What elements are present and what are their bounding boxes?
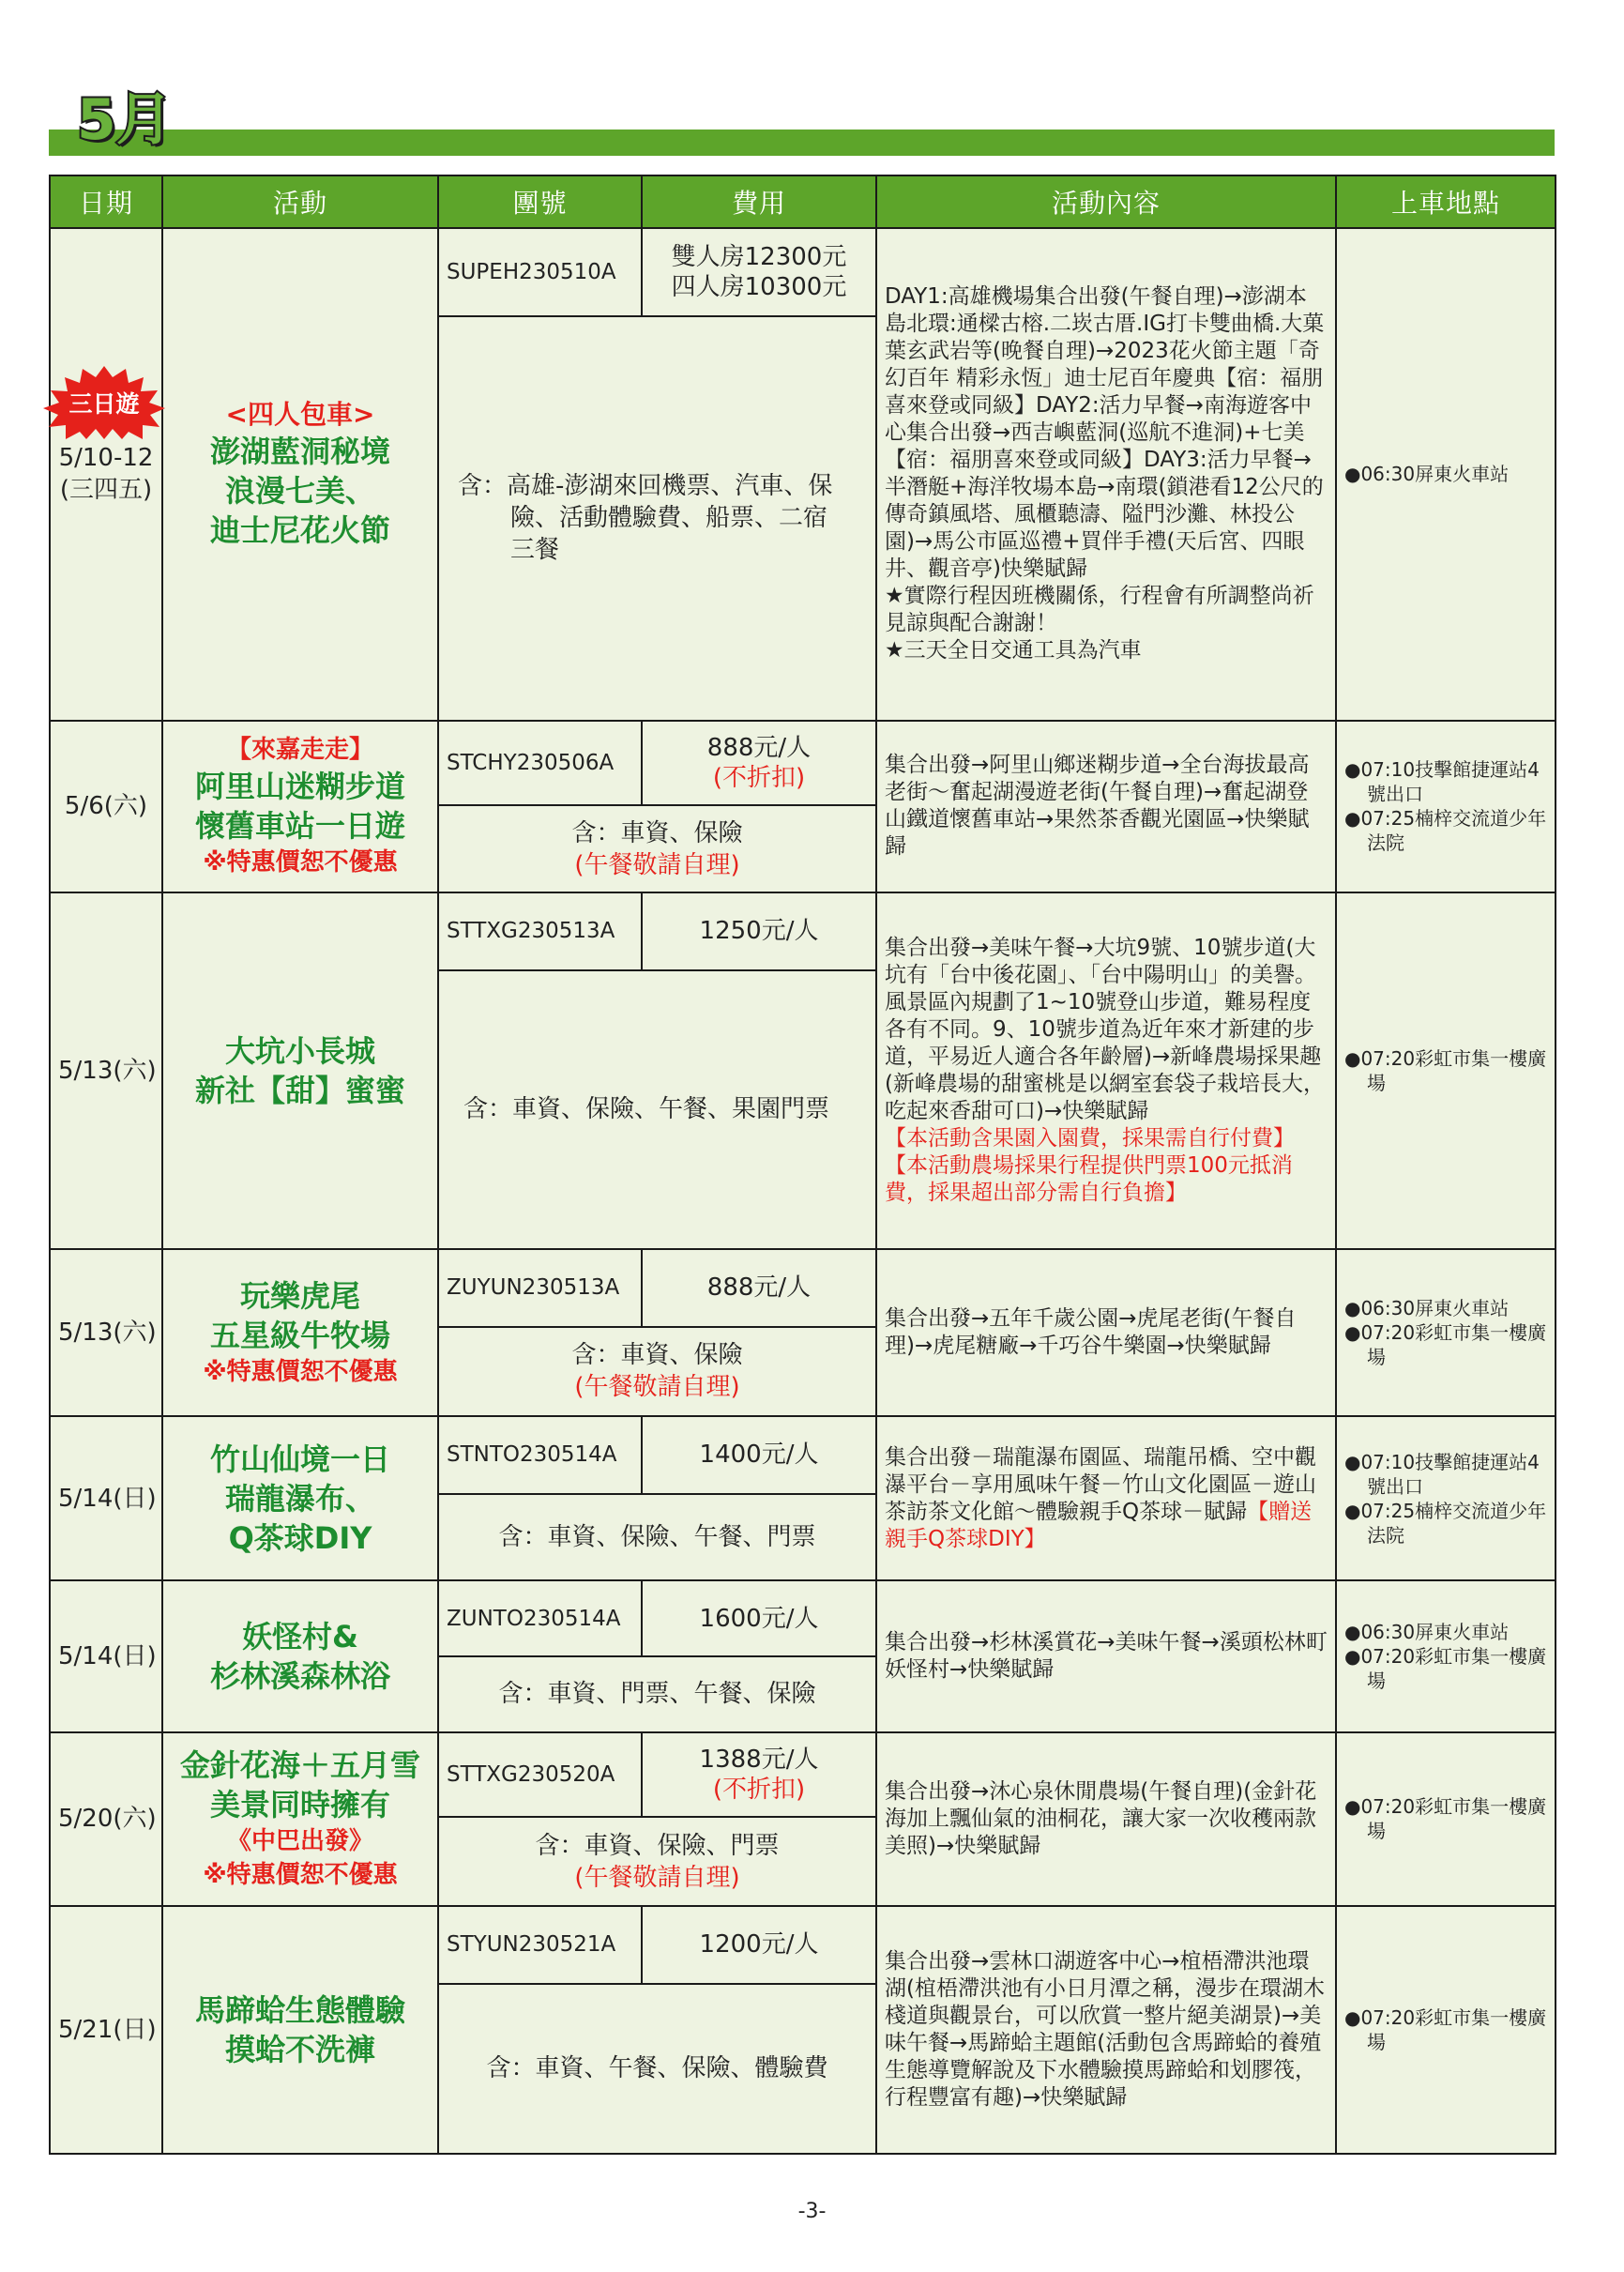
tour-title-line: 新社【甜】蜜蜜: [194, 1073, 405, 1109]
date-line: 5/10-12: [58, 444, 154, 473]
fee-line: 雙人房12300元: [671, 242, 847, 271]
tour-includes: [438, 1817, 876, 1906]
tour-includes: 含：車資、門票、午餐、保險: [438, 1656, 876, 1732]
tour-includes: [438, 316, 876, 721]
header-activity: 活動: [162, 175, 438, 228]
includes-note: (午餐敬請自理): [574, 1863, 740, 1892]
tour-activity: [162, 1732, 438, 1906]
tour-pickup: [1336, 228, 1556, 721]
tour-fee: 888元/人: [642, 1249, 876, 1327]
pickup-line: ●06:30屏東火車站: [1344, 463, 1510, 486]
tour-title-line: 迪士尼花火節: [209, 512, 390, 549]
tour-title-line: 懷舊車站一日遊: [194, 808, 405, 845]
tour-pickup: [1336, 1732, 1556, 1906]
tour-date: 5/14(日): [50, 1580, 162, 1731]
pickup-line: ●07:25楠梓交流道少年法院: [1344, 1499, 1547, 1547]
detail-red-note: 【本活動含果園入園費，採果需自行付費】: [885, 1126, 1295, 1151]
tour-title-line: 金針花海＋五月雪: [179, 1747, 420, 1784]
includes-line: 含：車資、保險: [571, 1341, 743, 1370]
tour-code: ZUNTO230514A: [438, 1580, 642, 1656]
header-code: 團號: [438, 175, 642, 228]
detail-text: DAY1:高雄機場集合出發(午餐自理)→澎湖本島北環:通樑古榕.二崁古厝.IG打卡雙曲橋.大菓葉玄武岩等(晚餐自理)→2023花火節主題「奇幻百年 精彩永恆」迪士尼百年慶典【宿：福朋喜來登或同級】DAY2:活力早餐→南海遊客中心集合出發→西吉嶼藍洞(巡航不進洞)+七美【宿：福朋喜來登或同級】DAY3:活力早餐→半潛艇+海洋牧場本島→南環(鎖港看12公尺的傳奇鎮風塔、風櫃聽濤、隘門沙灘、林投公園)→馬公市區巡禮+買伴手禮(天后宮、四眼井、觀音亭)快樂賦歸: [885, 284, 1325, 582]
tour-title-line: 摸蛤不洗褲: [224, 2031, 375, 2067]
detail-note: ★三天全日交通工具為汽車: [885, 638, 1142, 663]
pickup-line: ●07:20彩虹市集一樓廣場: [1344, 1795, 1547, 1843]
tour-note: ※特惠價恕不優惠: [203, 1861, 398, 1890]
tour-code: STTXG230513A: [438, 892, 642, 970]
tour-title-line: 美景同時擁有: [209, 1787, 390, 1823]
tour-detail: [876, 892, 1336, 1249]
tour-detail: 集合出發→阿里山鄉迷糊步道→全台海拔最高老街～奮起湖漫遊老街(午餐自理)→奮起湖登山鐵道懷舊車站→果然茶香觀光園區→快樂賦歸: [876, 721, 1336, 892]
pickup-line: ●06:30屏東火車站: [1344, 1297, 1510, 1320]
tour-fee: [642, 228, 876, 316]
tour-title-line: 澎湖藍洞秘境: [209, 434, 390, 470]
tour-detail: 集合出發→五年千歲公園→虎尾老街(午餐自理)→虎尾糖廠→千巧谷牛樂園→快樂賦歸: [876, 1249, 1336, 1416]
tour-fee: 1250元/人: [642, 892, 876, 970]
tour-fee: [642, 721, 876, 806]
includes-line: 三餐: [510, 536, 560, 565]
tour-code: STNTO230514A: [438, 1416, 642, 1494]
tour-includes: 含：車資、保險、午餐、果園門票: [438, 970, 876, 1249]
tour-pickup: [1336, 1906, 1556, 2154]
badge-label: 三日遊: [68, 390, 140, 418]
tour-title-line: 妖怪村&: [242, 1619, 358, 1655]
header-date: 日期: [50, 175, 162, 228]
table-row: [50, 1416, 1556, 1494]
tour-includes: 含：車資、午餐、保險、體驗費: [438, 1984, 876, 2154]
tour-title-line: Q茶球DIY: [228, 1519, 372, 1556]
fee-line: 888元/人: [706, 734, 812, 763]
tour-fee: 1400元/人: [642, 1416, 876, 1494]
tour-detail: 集合出發→杉林溪賞花→美味午餐→溪頭松林町妖怪村→快樂賦歸: [876, 1580, 1336, 1731]
tour-includes: [438, 805, 876, 892]
tour-activity: [162, 1416, 438, 1580]
tour-code: SUPEH230510A: [438, 228, 642, 316]
table-header-row: [50, 175, 1556, 228]
table-row: [50, 1580, 1556, 1656]
tour-activity: [162, 1580, 438, 1731]
detail-red-note: 【贈送親手Q茶球DIY】: [885, 1499, 1313, 1551]
tour-pickup: [1336, 892, 1556, 1249]
table-row: [50, 1249, 1556, 1327]
tour-code: STYUN230521A: [438, 1906, 642, 1984]
tour-fee: [642, 1732, 876, 1818]
tour-date: [50, 228, 162, 721]
month-title-bar: [49, 130, 1555, 156]
pickup-line: ●07:20彩虹市集一樓廣場: [1344, 1321, 1547, 1369]
header-pickup: 上車地點: [1336, 175, 1556, 228]
fee-note: (不折扣): [712, 1775, 806, 1804]
tour-date: 5/13(六): [50, 1249, 162, 1416]
table-row: [50, 721, 1556, 806]
tour-activity: [162, 721, 438, 892]
tour-date: 5/6(六): [50, 721, 162, 892]
pickup-line: ●06:30屏東火車站: [1344, 1621, 1510, 1644]
tour-tag: <四人包車>: [225, 399, 375, 431]
tour-fee: 1600元/人: [642, 1580, 876, 1656]
tour-code: STCHY230506A: [438, 721, 642, 806]
tour-date: 5/20(六): [50, 1732, 162, 1906]
tour-pickup: [1336, 721, 1556, 892]
fee-line: 1388元/人: [699, 1745, 819, 1774]
tour-title-line: 馬蹄蛤生態體驗: [194, 1991, 405, 2028]
table-row: [50, 892, 1556, 970]
header-fee: 費用: [642, 175, 876, 228]
tour-title-line: 杉林溪森林浴: [209, 1658, 390, 1695]
tour-detail: 集合出發→雲林口湖遊客中心→椬梧滯洪池環湖(椬梧滯洪池有小日月潭之稱，漫步在環湖木棧道與觀景台，可以欣賞一整片絕美湖景)→美味午餐→馬蹄蛤主題館(活動包含馬蹄蛤的養殖生態導覽解說及下水體驗摸馬蹄蛤和划膠筏，行程豐富有趣)→快樂賦歸: [876, 1906, 1336, 2154]
table-row: [50, 1732, 1556, 1818]
includes-line: 含：車資、保險: [571, 818, 743, 847]
tour-activity: [162, 1249, 438, 1416]
pickup-line: ●07:20彩虹市集一樓廣場: [1344, 1645, 1547, 1693]
tour-fee: 1200元/人: [642, 1906, 876, 1984]
tour-title-line: 竹山仙境一日: [209, 1441, 390, 1477]
tour-sub: 《中巴出發》: [226, 1827, 373, 1856]
pickup-line: ●07:20彩虹市集一樓廣場: [1344, 2005, 1547, 2053]
tour-date: 5/21(日): [50, 1906, 162, 2154]
tour-code: ZUYUN230513A: [438, 1249, 642, 1327]
includes-note: (午餐敬請自理): [574, 1373, 740, 1402]
tour-title-line: 瑞龍瀑布、: [224, 1480, 375, 1517]
includes-line: 含：車資、保險、門票: [535, 1831, 780, 1860]
tour-detail: [876, 228, 1336, 721]
date-line: (三四五): [59, 476, 153, 505]
tour-date: 5/14(日): [50, 1416, 162, 1580]
table-row: [50, 1906, 1556, 1984]
tour-title-line: 大坑小長城: [224, 1033, 375, 1070]
includes-note: (午餐敬請自理): [574, 850, 740, 879]
tour-activity: [162, 1906, 438, 2154]
tour-title-line: 玩樂虎尾: [239, 1278, 360, 1315]
fee-note: (不折扣): [712, 764, 806, 793]
pickup-line: ●07:20彩虹市集一樓廣場: [1344, 1047, 1547, 1095]
three-day-badge: [43, 366, 165, 439]
schedule-table: [49, 175, 1556, 2155]
tour-date: 5/13(六): [50, 892, 162, 1249]
tour-note: ※特惠價恕不優惠: [203, 1358, 398, 1387]
detail-text: 集合出發→美味午餐→大坑9號、10號步道(大坑有「台中後花園」、「台中陽明山」的美譽。風景區內規劃了1~10號登山步道，難易程度各有不同。9、10號步道為近年來才新建的步道，平易近人適合各年齡層)→新峰農場採果趣(新峰農場的甜蜜桃是以網室套袋子栽培長大，吃起來香甜可口)→快樂賦歸: [885, 936, 1325, 1124]
pickup-line: ●07:10技擊館捷運站4號出口: [1344, 758, 1540, 806]
detail-text: 集合出發－瑞龍瀑布園區、瑞龍吊橋、空中觀瀑平台－享用風味午餐－竹山文化園區－遊山茶訪茶文化館～體驗親手Q茶球－賦歸: [885, 1444, 1316, 1524]
month-title: 5月: [77, 87, 173, 153]
table-row: [50, 228, 1556, 316]
tour-detail: 集合出發→沐心泉休閒農場(午餐自理)(金針花海加上飄仙氣的油桐花，讓大家一次收穫兩款美照)→快樂賦歸: [876, 1732, 1336, 1906]
header-content: 活動內容: [876, 175, 1336, 228]
tour-pickup: [1336, 1249, 1556, 1416]
tour-note: ※特惠價恕不優惠: [203, 848, 398, 877]
tour-tag: 【來嘉走走】: [226, 736, 373, 765]
tour-activity: [162, 892, 438, 1249]
tour-pickup: [1336, 1416, 1556, 1580]
tour-detail: [876, 1416, 1336, 1580]
pickup-line: ●07:10技擊館捷運站4號出口: [1344, 1450, 1540, 1498]
includes-line: 險、活動體驗費、船票、二宿: [510, 504, 828, 533]
page-number: -3-: [797, 2200, 827, 2223]
detail-note: ★實際行程因班機關係，行程會有所調整尚祈見諒與配合謝謝！: [885, 584, 1314, 636]
tour-includes: 含：車資、保險、午餐、門票: [438, 1494, 876, 1581]
tour-title-line: 五星級牛牧場: [209, 1318, 390, 1354]
tour-title-line: 阿里山迷糊步道: [194, 769, 405, 805]
tour-pickup: [1336, 1580, 1556, 1731]
tour-code: STTXG230520A: [438, 1732, 642, 1818]
tour-activity: [162, 228, 438, 721]
includes-line: 含：高雄-澎湖來回機票、汽車、保: [458, 472, 833, 501]
tour-includes: [438, 1327, 876, 1417]
fee-line: 四人房10300元: [671, 272, 847, 301]
tour-title-line: 浪漫七美、: [224, 473, 375, 510]
detail-red-note: 【本活動農場採果行程提供門票100元抵消費，採果超出部分需自行負擔】: [885, 1153, 1293, 1206]
pickup-line: ●07:25楠梓交流道少年法院: [1344, 807, 1547, 855]
